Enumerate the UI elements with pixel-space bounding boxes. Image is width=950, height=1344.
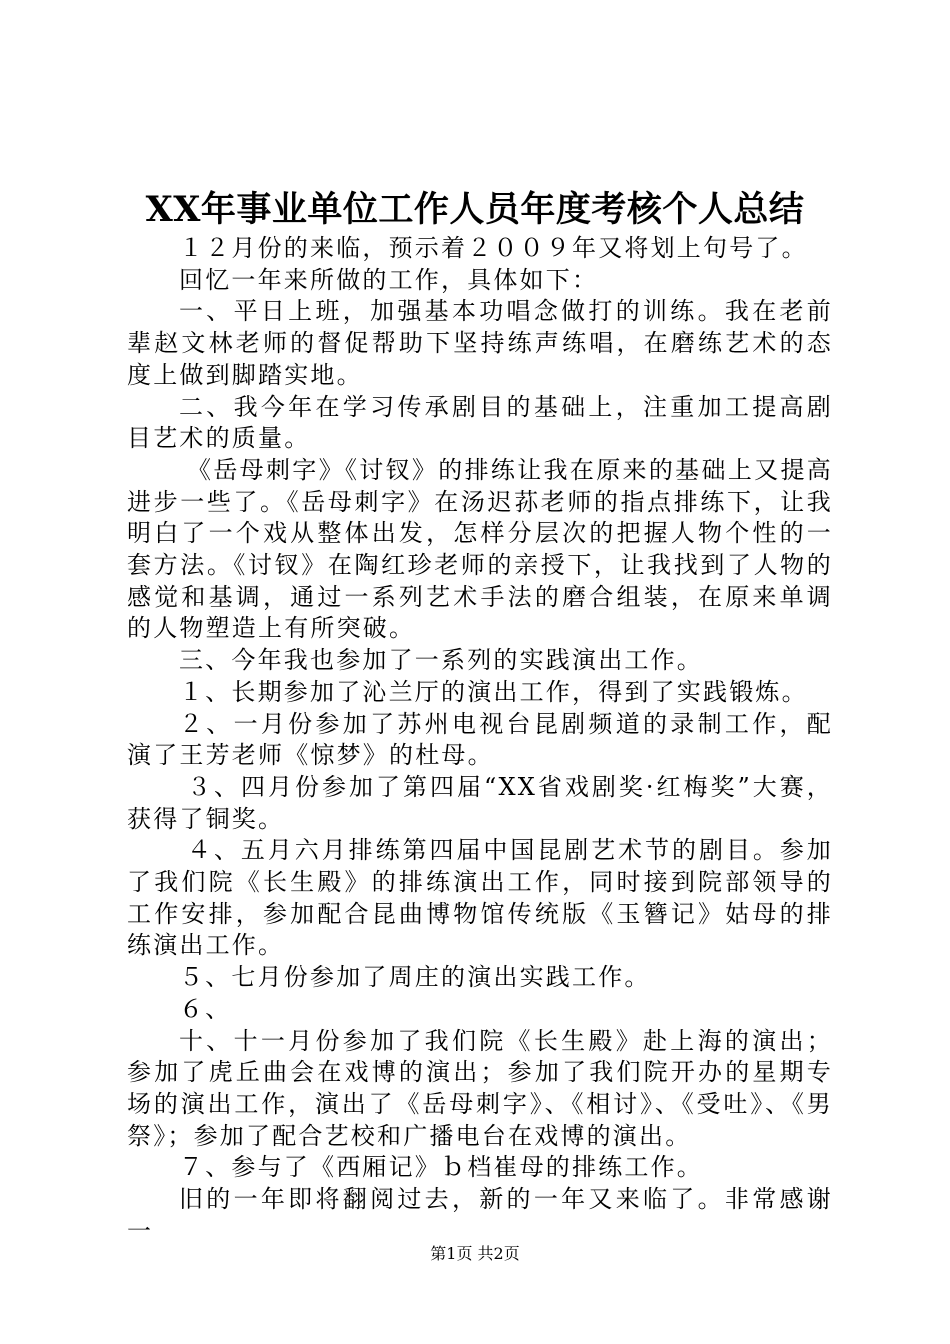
paragraph-section-3: 三、今年我也参加了一系列的实践演出工作。: [179, 646, 703, 675]
list-item-7: ７、参与了《西厢记》ｂ档崔母的排练工作。: [179, 1153, 703, 1182]
paragraph-section-2: 二、我今年在学习传承剧目的基础上，注重加工提高剧目艺术的质量。: [127, 392, 833, 453]
paragraph-closing: 旧的一年即将翻阅过去，新的一年又来临了。非常感谢一: [127, 1185, 833, 1245]
paragraph-section-1: 一、平日上班，加强基本功唱念做打的训练。我在老前辈赵文林老师的督促帮助下坚持练声练唱，在磨练艺术的态度上做到脚踏实地。: [127, 297, 833, 389]
page-number-footer: 第1页 共2页: [430, 1244, 520, 1263]
list-item-6: ６、: [179, 994, 232, 1023]
paragraph-review: 回忆一年来所做的工作，具体如下：: [179, 265, 599, 294]
paragraph-intro: １２月份的来临，预示着２００９年又将划上句号了。: [179, 234, 808, 262]
list-item-4: ４、五月六月排练第四届中国昆剧艺术节的剧目。参加了我们院《长生殿》的排练演出工作，同时接到院部领导的工作安排，参加配合昆曲博物馆传统版《玉簪记》姑母的排练演出工作。: [127, 836, 833, 960]
document-body: [127, 233, 833, 1248]
list-item-3: ３、四月份参加了第四届“XX省戏剧奖·红梅奖”大赛，获得了铜奖。: [127, 772, 833, 833]
list-item-5: ５、七月份参加了周庄的演出实践工作。: [179, 963, 651, 992]
list-item-2: ２、一月份参加了苏州电视台昆剧频道的录制工作，配演了王芳老师《惊梦》的杜母。: [127, 709, 833, 770]
document-title: XX年事业单位工作人员年度考核个人总结: [145, 189, 805, 230]
paragraph-repertoire: 《岳母刺字》《讨钗》的排练让我在原来的基础上又提高进步一些了。《岳母刺字》在汤迟荪老师的指点排练下，让我明白了一个戏从整体出发，怎样分层次的把握人物个性的一套方法。《讨钗》在陶红珍老师的亲授下，让我找到了人物的感觉和基调，通过一系列艺术手法的磨合组装，在原来单调的人物塑造上有所突破。: [127, 455, 833, 643]
list-item-1: １、长期参加了沁兰厅的演出工作，得到了实践锻炼。: [179, 677, 808, 706]
paragraph-performances: 十、十一月份参加了我们院《长生殿》赴上海的演出；参加了虎丘曲会在戏博的演出；参加了我们院开办的星期专场的演出工作，演出了《岳母刺字》、《相讨》、《受吐》、《男祭》；参加了配合艺校和广播电台在戏博的演出。: [127, 1026, 833, 1150]
